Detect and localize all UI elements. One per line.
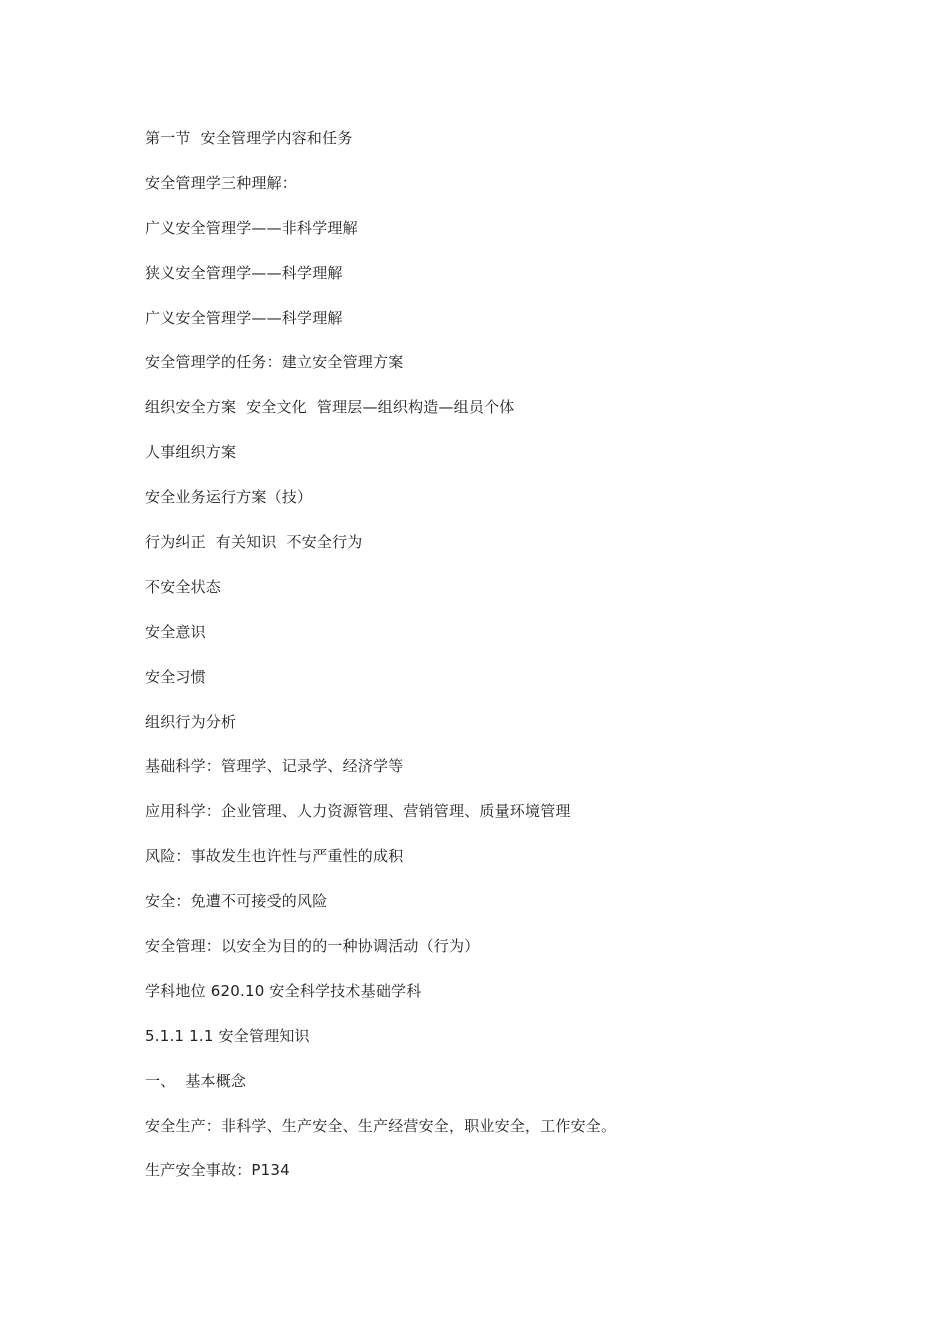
text-line: 生产安全事故：P134 [145, 1161, 290, 1180]
document-body [145, 124, 845, 1201]
text-line: 安全管理：以安全为目的的一种协调活动（行为） [145, 937, 480, 956]
text-line: 安全习惯 [145, 667, 206, 686]
text-line: 不安全状态 [145, 577, 222, 596]
text-line: 安全业务运行方案（技） [145, 488, 313, 507]
text-line: 应用科学：企业管理、人力资源管理、营销管理、质量环境管理 [145, 802, 571, 821]
text-line: 广义安全管理学——科学理解 [145, 308, 343, 327]
text-line: 人事组织方案 [145, 443, 237, 462]
text-line: 一、 基本概念 [145, 1071, 247, 1090]
text-line: 组织安全方案 安全文化 管理层—组织构造—组员个体 [145, 398, 515, 417]
subsection-heading: 5.1.1 1.1 安全管理知识 [145, 1026, 310, 1045]
text-line: 安全：免遭不可接受的风险 [145, 892, 328, 911]
section-heading: 第一节 安全管理学内容和任务 [145, 129, 353, 147]
text-line: 基础科学：管理学、记录学、经济学等 [145, 757, 404, 776]
text-line: 组织行为分析 [145, 712, 237, 731]
text-line: 风险：事故发生也许性与严重性的成积 [145, 847, 404, 866]
text-line: 安全管理学的任务：建立安全管理方案 [145, 353, 404, 372]
text-line: 狭义安全管理学——科学理解 [145, 263, 343, 282]
text-line: 学科地位 620.10 安全科学技术基础学科 [145, 981, 422, 1000]
text-line: 安全意识 [145, 622, 206, 641]
text-line: 安全生产：非科学、生产安全、生产经营安全，职业安全，工作安全。 [145, 1116, 617, 1135]
text-line: 广义安全管理学——非科学理解 [145, 218, 358, 237]
text-line: 安全管理学三种理解： [145, 173, 298, 192]
text-line: 行为纠正 有关知识 不安全行为 [145, 533, 363, 552]
